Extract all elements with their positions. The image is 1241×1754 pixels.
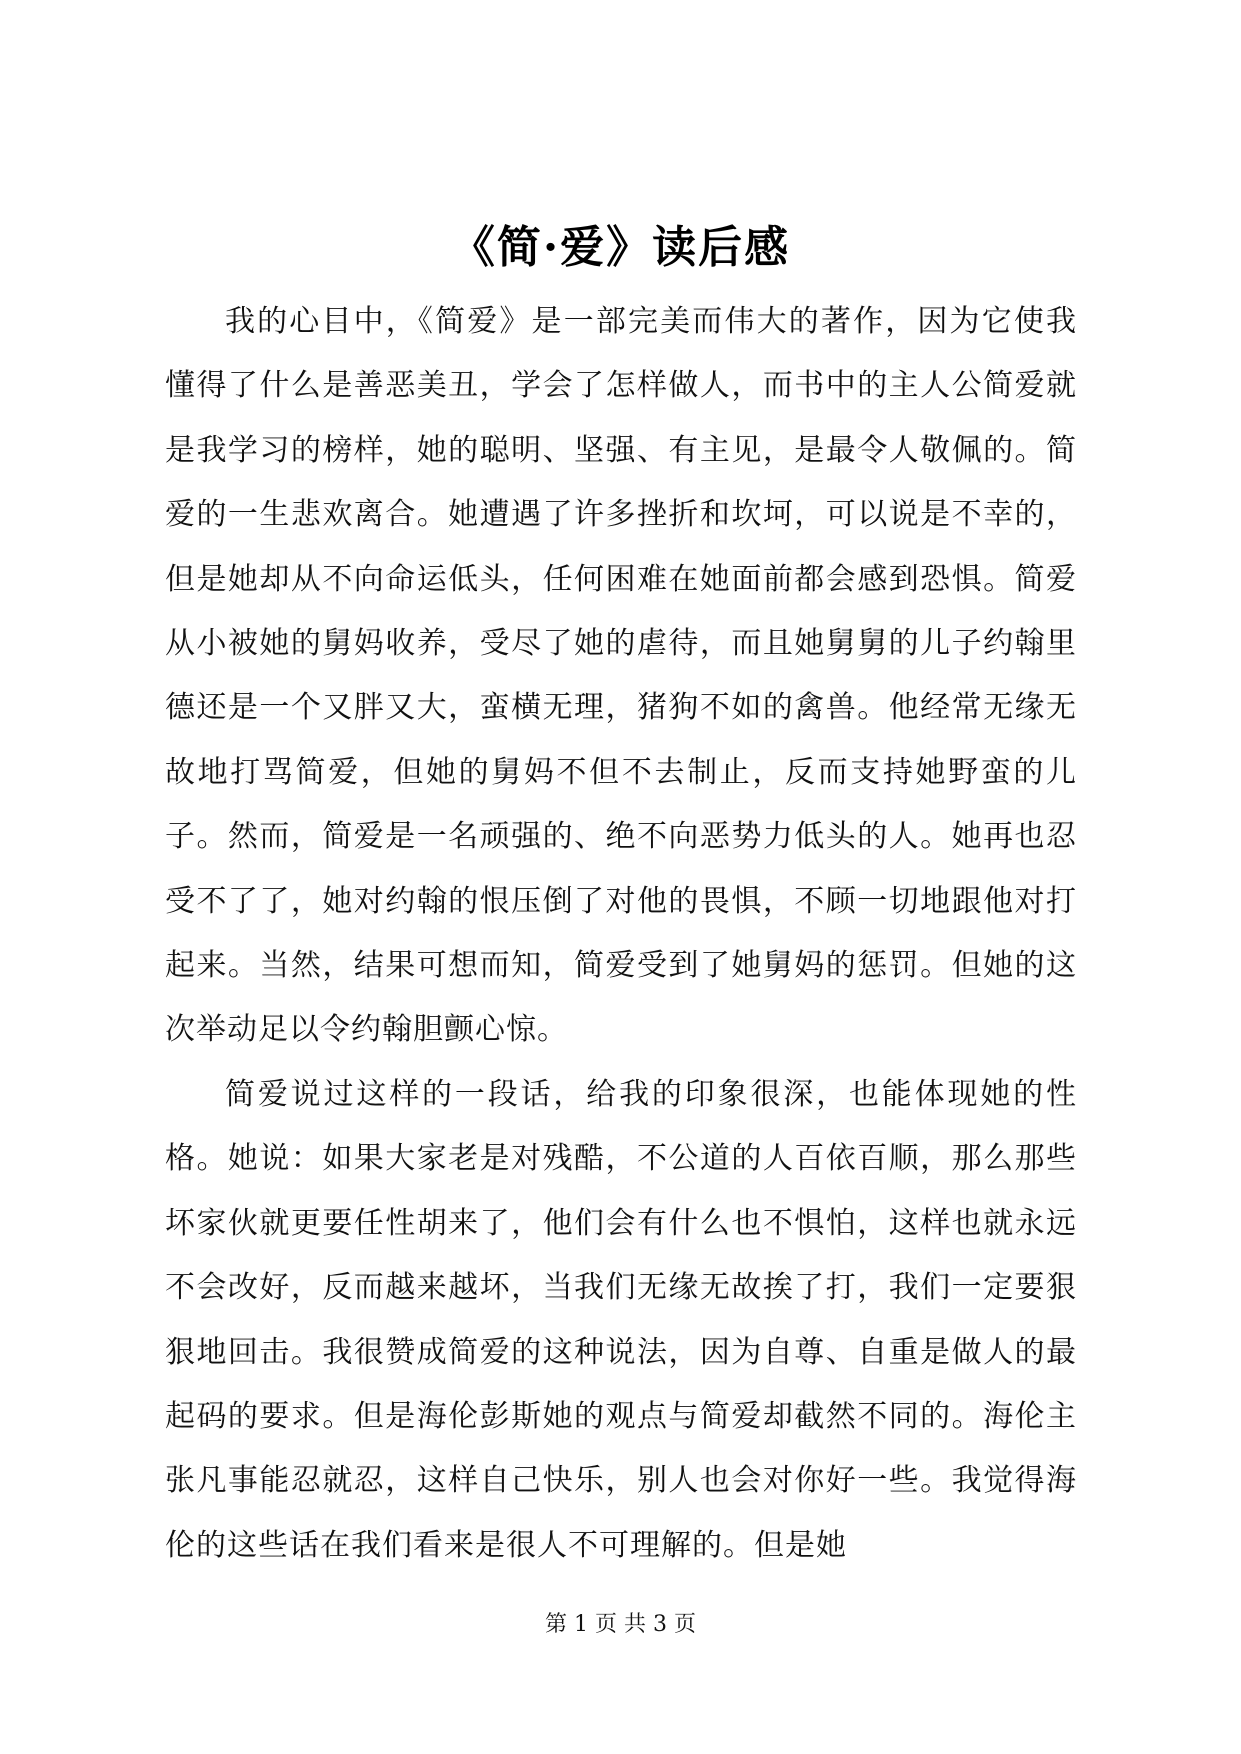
page-number: 第 1 页 共 3 页: [545, 1612, 696, 1637]
document-title: 《简·爱》读后感: [450, 222, 791, 273]
document-body: [165, 290, 1077, 1578]
paragraph: 我的心目中，《简爱》是一部完美而伟大的著作，因为它使我懂得了什么是善恶美丑，学会了怎样做人，而书中的主人公简爱就是我学习的榜样，她的聪明、坚强、有主见，是最令人敬佩的。简爱的一生悲欢离合。她遭遇了许多挫折和坎坷，可以说是不幸的，但是她却从不向命运低头，任何困难在她面前都会感到恐惧。简爱从小被她的舅妈收养，受尽了她的虐待，而且她舅舅的儿子约翰里德还是一个又胖又大，蛮横无理，猪狗不如的禽兽。他经常无缘无故地打骂简爱，但她的舅妈不但不去制止，反而支持她野蛮的儿子。然而，简爱是一名顽强的、绝不向恶势力低头的人。她再也忍受不了了，她对约翰的恨压倒了对他的畏惧，不顾一切地跟他对打起来。当然，结果可想而知，简爱受到了她舅妈的惩罚。但她的这次举动足以令约翰胆颤心惊。: [165, 304, 1077, 1048]
paragraph: 简爱说过这样的一段话，给我的印象很深，也能体现她的性格。她说：如果大家老是对残酷，不公道的人百依百顺，那么那些坏家伙就更要任性胡来了，他们会有什么也不惧怕，这样也就永远不会改好，反而越来越坏，当我们无缘无故挨了打，我们一定要狠狠地回击。我很赞成简爱的这种说法，因为自尊、自重是做人的最起码的要求。但是海伦彭斯她的观点与简爱却截然不同的。海伦主张凡事能忍就忍，这样自己快乐，别人也会对你好一些。我觉得海伦的这些话在我们看来是很人不可理解的。但是她: [165, 1076, 1077, 1563]
